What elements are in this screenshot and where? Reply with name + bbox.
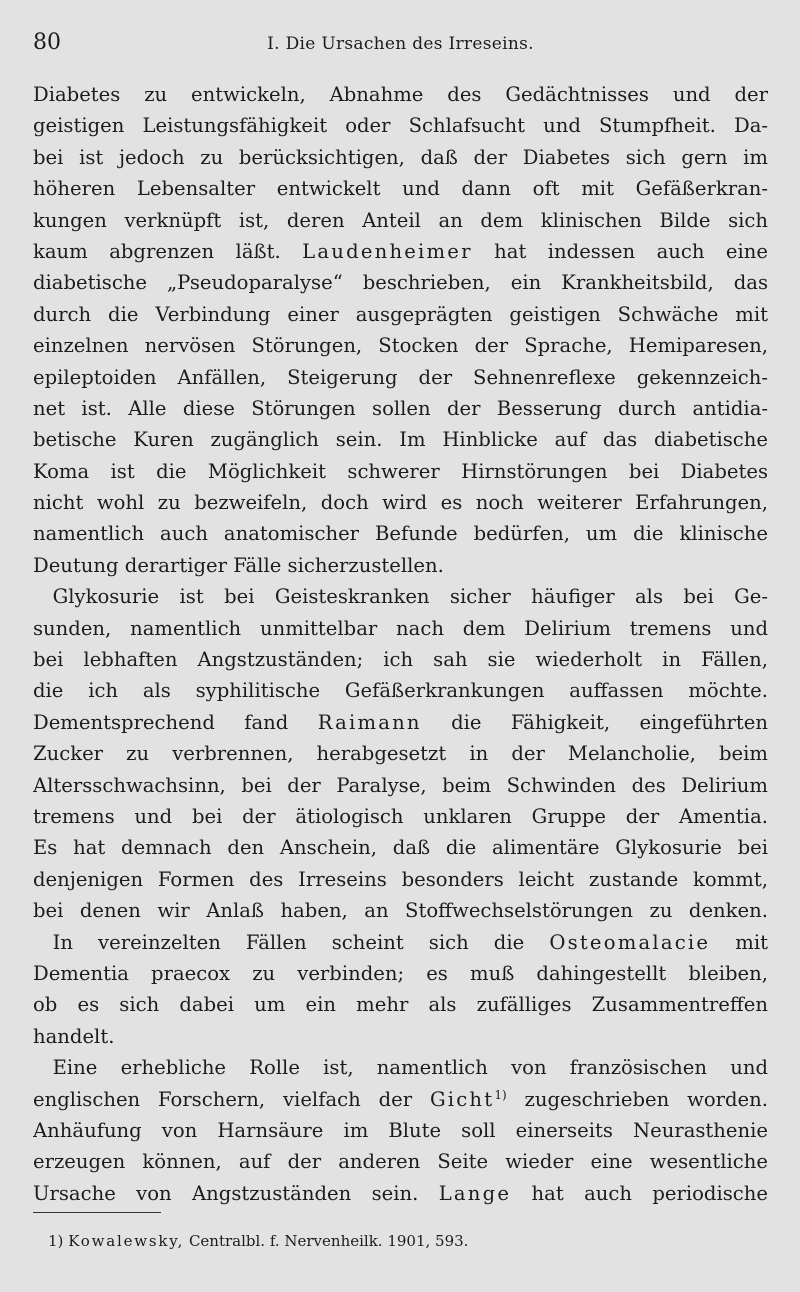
footnote (48, 1230, 768, 1252)
text-line: erzeugen können, auf der anderen Seite wieder eine wesentliche (33, 1150, 768, 1174)
text-line: Dementsprechend fand Raimann die Fähigkeit, eingeführten (33, 710, 768, 734)
text-line: kaum abgrenzen läßt. Laudenheimer hat indessen auch eine (33, 239, 768, 263)
text-line: handelt. (33, 1024, 115, 1048)
text-line: Deutung derartiger Fälle sicherzustellen. (33, 553, 444, 577)
text-line: ob es sich dabei um ein mehr als zufälliges Zusammentreffen (33, 993, 768, 1017)
text-line: englischen Forschern, vielfach der Gicht$^{1)}$ zugeschrieben worden. (33, 1087, 768, 1111)
page-number: 80 (33, 30, 61, 55)
text-line: net ist. Alle diese Störungen sollen der Besserung durch antidia- (33, 396, 768, 420)
text-line: Es hat demnach den Anschein, daß die alimentäre Glykosurie bei (33, 836, 768, 860)
text-line: bei lebhaften Angstzuständen; ich sah sie wiederholt in Fällen, (33, 648, 768, 672)
text-line: Ursache von Angstzuständen sein. Lange hat auch periodische (33, 1181, 768, 1205)
text-line: die ich als syphilitische Gefäßerkrankungen auffassen möchte. (33, 679, 768, 703)
text-line: Koma ist die Möglichkeit schwerer Hirnstörungen bei Diabetes (33, 459, 768, 483)
text-line: höheren Lebensalter entwickelt und dann oft mit Gefäßerkran- (33, 177, 768, 201)
footnote-marker: 1) (48, 1232, 64, 1250)
footnote-reference: 1) (494, 1087, 507, 1102)
text-line: betische Kuren zugänglich sein. Im Hinblicke auf das diabetische (33, 428, 768, 452)
running-title: I. Die Ursachen des Irreseins. (267, 34, 534, 54)
text-line: Diabetes zu entwickeln, Abnahme des Gedächtnisses und der (33, 83, 768, 106)
text-line: einzelnen nervösen Störungen, Stocken der Sprache, Hemiparesen, (33, 334, 768, 358)
text-line: sunden, namentlich unmittelbar nach dem Delirium tremens und (33, 616, 768, 640)
text-line: durch die Verbindung einer ausgeprägten geistigen Schwäche mit (33, 302, 768, 326)
text-line: namentlich auch anatomischer Befunde bedürfen, um die klinische (33, 522, 768, 546)
author-name-spaced: Raimann (317, 710, 422, 734)
text-line: nicht wohl zu bezweifeln, doch wird es noch weiterer Erfahrungen, (33, 491, 768, 515)
footnote-divider (33, 1212, 161, 1213)
page-header (33, 30, 768, 64)
text-line: diabetische „Pseudoparalyse“ beschrieben, ein Krankheitsbild, das (33, 271, 768, 295)
author-name-spaced: Lange (438, 1181, 512, 1205)
text-line: Anhäufung von Harnsäure im Blute soll einerseits Neurasthenie (33, 1118, 768, 1142)
term-spaced: Osteomalacie (549, 930, 711, 954)
text-line: In vereinzelten Fällen scheint sich die Osteomalacie mit (52, 930, 768, 954)
text-line: denjenigen Formen des Irreseins besonders leicht zustande kommt, (33, 867, 768, 891)
footnote-author: Kowalewsky, (68, 1232, 185, 1250)
text-line: Glykosurie ist bei Geisteskranken sicher häufiger als bei Ge- (52, 585, 768, 609)
text-line: bei ist jedoch zu berücksichtigen, daß der Diabetes sich gern im (33, 145, 768, 169)
footnote-citation: Centralbl. f. Nervenheilk. 1901, 593. (188, 1232, 469, 1250)
body-text (33, 79, 768, 1209)
text-line: kungen verknüpft ist, deren Anteil an dem klinischen Bilde sich (33, 208, 768, 232)
author-name-spaced: Laudenheimer (302, 239, 473, 263)
text-line: geistigen Leistungsfähigkeit oder Schlafsucht und Stumpfheit. Da- (33, 114, 768, 138)
text-line: epileptoiden Anfällen, Steigerung der Sehnenreflexe gekennzeich- (33, 365, 768, 389)
text-line: bei denen wir Anlaß haben, an Stoffwechselstörungen zu denken. (33, 899, 768, 923)
text-line: Altersschwachsinn, bei der Paralyse, beim Schwinden des Delirium (33, 773, 768, 797)
text-line: Dementia praecox zu verbinden; es muß dahingestellt bleiben, (33, 961, 768, 985)
term-spaced: Gicht (429, 1087, 495, 1111)
text-line: Zucker zu verbrennen, herabgesetzt in der Melancholie, beim (33, 742, 768, 766)
text-line: Eine erhebliche Rolle ist, namentlich von französischen und (52, 1056, 768, 1080)
text-line: tremens und bei der ätiologisch unklaren Gruppe der Amentia. (33, 804, 768, 828)
